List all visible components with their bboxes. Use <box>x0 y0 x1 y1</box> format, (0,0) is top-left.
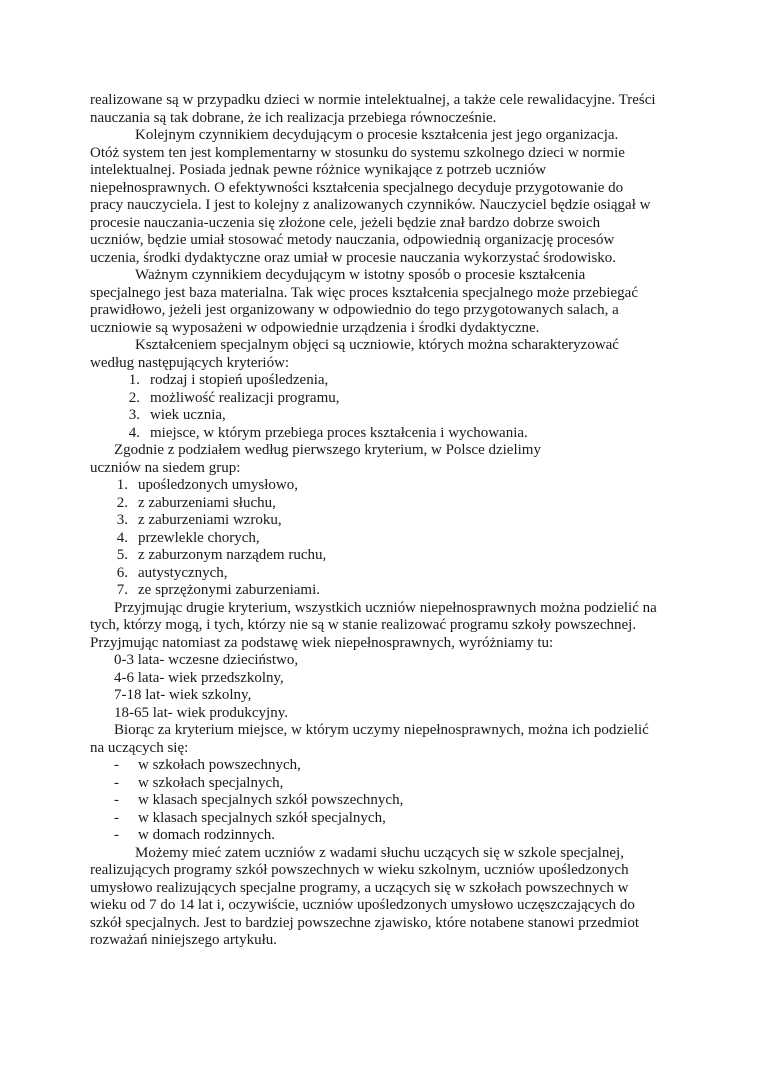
list-item-text: w domach rodzinnych. <box>138 827 276 843</box>
list-item-text: upośledzonych umysłowo, <box>138 477 298 493</box>
text-line: uczniów, będzie umiał stosować metody nauczania, odpowiednią organizację procesów <box>90 232 615 248</box>
groups-list <box>90 477 680 600</box>
text-line: uczenia, środki dydaktyczne oraz umiał w procesie nauczania wykorzystać środowisko. <box>90 249 617 266</box>
list-bullet: - <box>114 809 119 826</box>
list-number: 4. <box>116 529 128 546</box>
list-item <box>90 792 680 810</box>
list-bullet: - <box>114 774 119 791</box>
list-item-text: w klasach specjalnych szkół powszechnych, <box>138 792 404 808</box>
text-line: prawidłowo, jeżeli jest organizowany w odpowiednio do tego przygotowanych salach, a <box>90 302 619 318</box>
list-number: 6. <box>116 564 128 581</box>
text-line: Możemy mieć zatem uczniów z wadami słuchu uczących się w szkole specjalnej, <box>135 844 624 861</box>
text-line: intelektualnej. Posiada jednak pewne różnice wynikające z potrzeb uczniów <box>90 162 547 178</box>
document-page <box>90 92 680 950</box>
text-line: specjalnego jest baza materialna. Tak więc proces kształcenia specjalnego może przebiegać <box>90 284 638 301</box>
list-item-text: z zaburzeniami wzroku, <box>138 512 282 528</box>
list-number: 2. <box>128 389 140 406</box>
list-item-text: przewlekle chorych, <box>138 529 260 546</box>
list-item <box>90 425 680 443</box>
list-bullet: - <box>114 827 119 843</box>
text-line: Kolejnym czynnikiem decydującym o procesie kształcenia jest jego organizacja. <box>135 127 619 143</box>
list-number: 7. <box>116 582 128 598</box>
text-line: procesie nauczania-uczenia się złożone cele, jeżeli będzie znał bardzo dobrze swoich <box>90 214 601 231</box>
list-item-text: rodzaj i stopień upośledzenia, <box>150 372 329 388</box>
list-number: 4. <box>128 424 140 441</box>
text-line: tych, którzy mogą, i tych, którzy nie są w stanie realizować programu szkoły powszechnej. <box>90 617 637 633</box>
text-line: na uczących się: <box>90 739 189 756</box>
text-line: realizowane są w przypadku dzieci w normie intelektualnej, a także cele rewalidacyjne. Treści <box>90 92 656 108</box>
text-line: 0-3 lata- wczesne dzieciństwo, <box>114 652 299 668</box>
paragraph-7 <box>90 722 680 757</box>
list-bullet: - <box>114 757 119 773</box>
list-item-text: w szkołach specjalnych, <box>138 774 284 791</box>
text-line: pracy nauczyciela. I jest to kolejny z analizowanych czynników. Nauczyciel będzie osiągał w <box>90 197 651 213</box>
list-item-text: autystycznych, <box>138 564 228 581</box>
text-line: Otóż system ten jest komplementarny w stosunku do systemu szkolnego dzieci w normie <box>90 144 625 161</box>
text-line: Biorąc za kryterium miejsce, w którym uczymy niepełnosprawnych, można ich podzielić <box>114 722 649 738</box>
list-bullet: - <box>114 792 119 808</box>
age-groups <box>90 652 680 722</box>
text-line: umysłowo realizujących specjalne programy, a uczących się w szkołach powszechnych w <box>90 879 629 896</box>
text-line: realizujących programy szkół powszechnych w wieku szkolnym, uczniów upośledzonych <box>90 862 629 878</box>
paragraph-8 <box>90 845 680 950</box>
list-item <box>90 495 680 513</box>
text-line: 4-6 lata- wiek przedszkolny, <box>114 669 284 686</box>
list-item <box>90 547 680 565</box>
list-number: 2. <box>116 494 128 511</box>
list-item-text: w szkołach powszechnych, <box>138 757 301 773</box>
text-line: niepełnosprawnych. O efektywności kształcenia specjalnego decyduje przygotowanie do <box>90 179 624 196</box>
list-item <box>90 582 680 600</box>
list-item-text: możliwość realizacji programu, <box>150 389 340 406</box>
list-number: 1. <box>128 372 140 388</box>
list-item <box>90 512 680 530</box>
list-item-text: ze sprzężonymi zaburzeniami. <box>138 582 320 598</box>
list-item <box>90 372 680 390</box>
list-number: 5. <box>116 547 128 563</box>
list-item <box>90 757 680 775</box>
list-item <box>90 407 680 425</box>
list-item <box>90 827 680 845</box>
paragraph-2 <box>90 127 680 267</box>
list-item <box>90 810 680 828</box>
list-item <box>90 477 680 495</box>
list-item-text: wiek ucznia, <box>150 407 226 423</box>
text-line: wieku od 7 do 14 lat i, oczywiście, uczniów upośledzonych umysłowo uczęszczających do <box>90 897 635 913</box>
list-item-text: miejsce, w którym przebiega proces kształcenia i wychowania. <box>150 424 528 441</box>
list-item-text: z zaburzeniami słuchu, <box>138 494 276 511</box>
list-item <box>90 775 680 793</box>
list-number: 3. <box>128 407 140 423</box>
text-line: uczniów na siedem grup: <box>90 459 241 476</box>
text-line: rozważań niniejszego artykułu. <box>90 932 278 948</box>
list-item <box>90 530 680 548</box>
text-line: Kształceniem specjalnym objęci są uczniowie, których można scharakteryzować <box>135 337 619 353</box>
list-number: 3. <box>116 512 128 528</box>
places-list <box>90 757 680 845</box>
list-item <box>90 565 680 583</box>
paragraph-1 <box>90 92 680 127</box>
text-line: szkół specjalnych. Jest to bardziej powszechne zjawisko, które notabene stanowi przedmiot <box>90 914 639 931</box>
paragraph-4 <box>90 337 680 372</box>
list-item-text: w klasach specjalnych szkół specjalnych, <box>138 809 386 826</box>
paragraph-3 <box>90 267 680 337</box>
list-item <box>90 390 680 408</box>
paragraph-6 <box>90 600 680 653</box>
text-line: 7-18 lat- wiek szkolny, <box>114 687 252 703</box>
text-line: uczniowie są wyposażeni w odpowiednie urządzenia i środki dydaktyczne. <box>90 319 540 336</box>
text-line: 18-65 lat- wiek produkcyjny. <box>114 704 288 721</box>
criteria-list <box>90 372 680 442</box>
text-line: nauczania są tak dobrane, że ich realizacja przebiega równocześnie. <box>90 109 497 126</box>
list-item-text: z zaburzonym narządem ruchu, <box>138 547 327 563</box>
paragraph-5 <box>90 442 680 477</box>
list-number: 1. <box>116 477 128 493</box>
text-line: Przyjmując drugie kryterium, wszystkich uczniów niepełnosprawnych można podzielić na <box>114 599 657 616</box>
text-line: Ważnym czynnikiem decydującym w istotny sposób o procesie kształcenia <box>135 267 586 283</box>
text-line: Zgodnie z podziałem według pierwszego kryterium, w Polsce dzielimy <box>114 442 541 458</box>
text-line: według następujących kryteriów: <box>90 354 290 371</box>
text-line: Przyjmując natomiast za podstawę wiek niepełnosprawnych, wyróżniamy tu: <box>90 634 554 651</box>
